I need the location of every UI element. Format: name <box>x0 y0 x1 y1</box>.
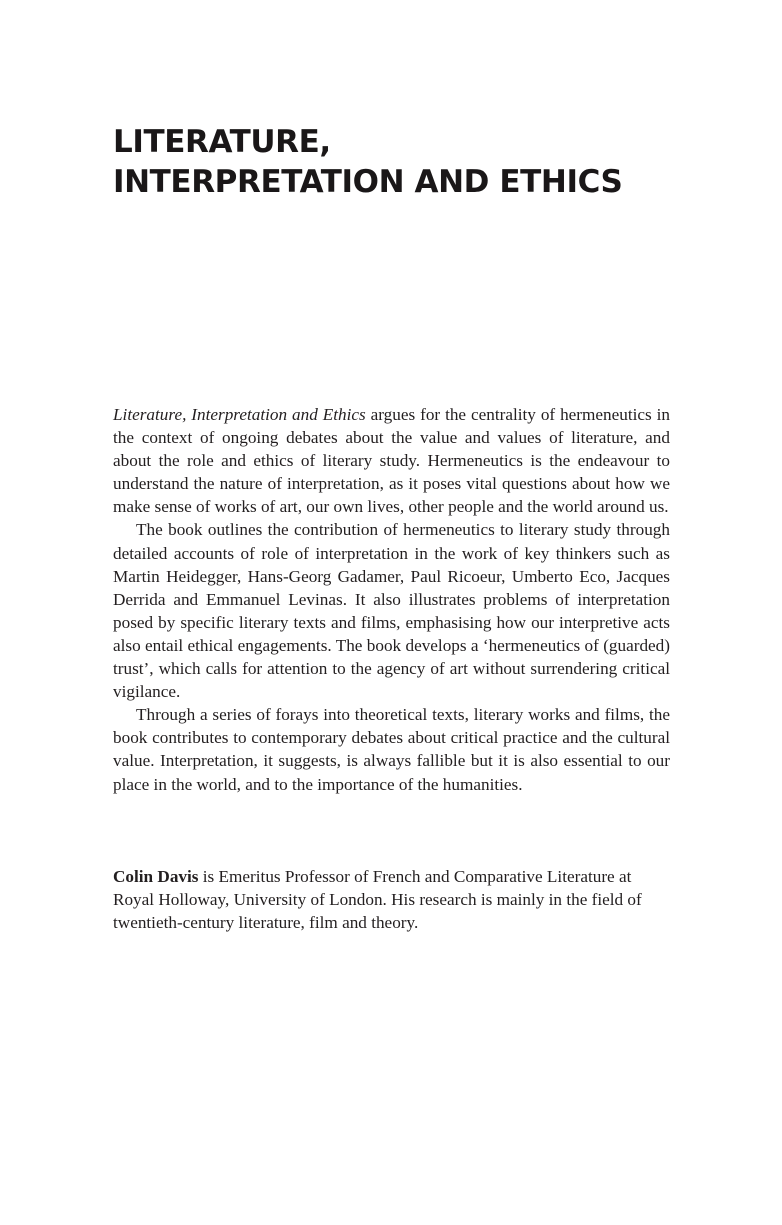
description-book-title: Literature, Interpretation and Ethics <box>113 405 366 424</box>
author-bio <box>113 865 670 934</box>
book-description <box>113 403 670 796</box>
description-paragraph-3: Through a series of forays into theoretical texts, literary works and films, the book contributes to contemporary debates about critical practice and the cultural value. Interpretation, it suggests, is always fallible but it is also essential to our place in the world, and to the importance of the humanities. <box>113 705 670 794</box>
book-title-line-2: INTERPRETATION AND ETHICS <box>113 164 623 200</box>
book-title <box>113 122 673 202</box>
description-paragraph-1-text: argues for the centrality of hermeneutics in the context of ongoing debates about the value and values of literature, and about the role and ethics of literary study. Hermeneutics is the endeavour to understand the nature of interpretation, as it poses vital questions about how we make sense of works of art, our own lives, other people and the world around us. <box>113 405 670 517</box>
description-paragraph-2: The book outlines the contribution of hermeneutics to literary study through detailed accounts of role of interpretation in the work of key thinkers such as Martin Heidegger, Hans-Georg Gadamer, Paul Ricoeur, Umberto Eco, Jacques Derrida and Emmanuel Levinas. It also illustrates problems of interpretation posed by specific literary texts and films, emphasising how our interpretive acts also entail ethical engagements. The book develops a ‘hermeneutics of (guarded) trust’, which calls for attention to the agency of art without surrendering critical vigilance. <box>113 520 670 702</box>
book-title-line-1: LITERATURE, <box>113 124 331 160</box>
author-name: Colin Davis <box>113 867 199 886</box>
author-bio-text: is Emeritus Professor of French and Comparative Literature at Royal Holloway, University of London. His research is mainly in the field of twentieth-century literature, film and theory. <box>113 867 642 933</box>
description-paragraph-1 <box>113 403 670 518</box>
